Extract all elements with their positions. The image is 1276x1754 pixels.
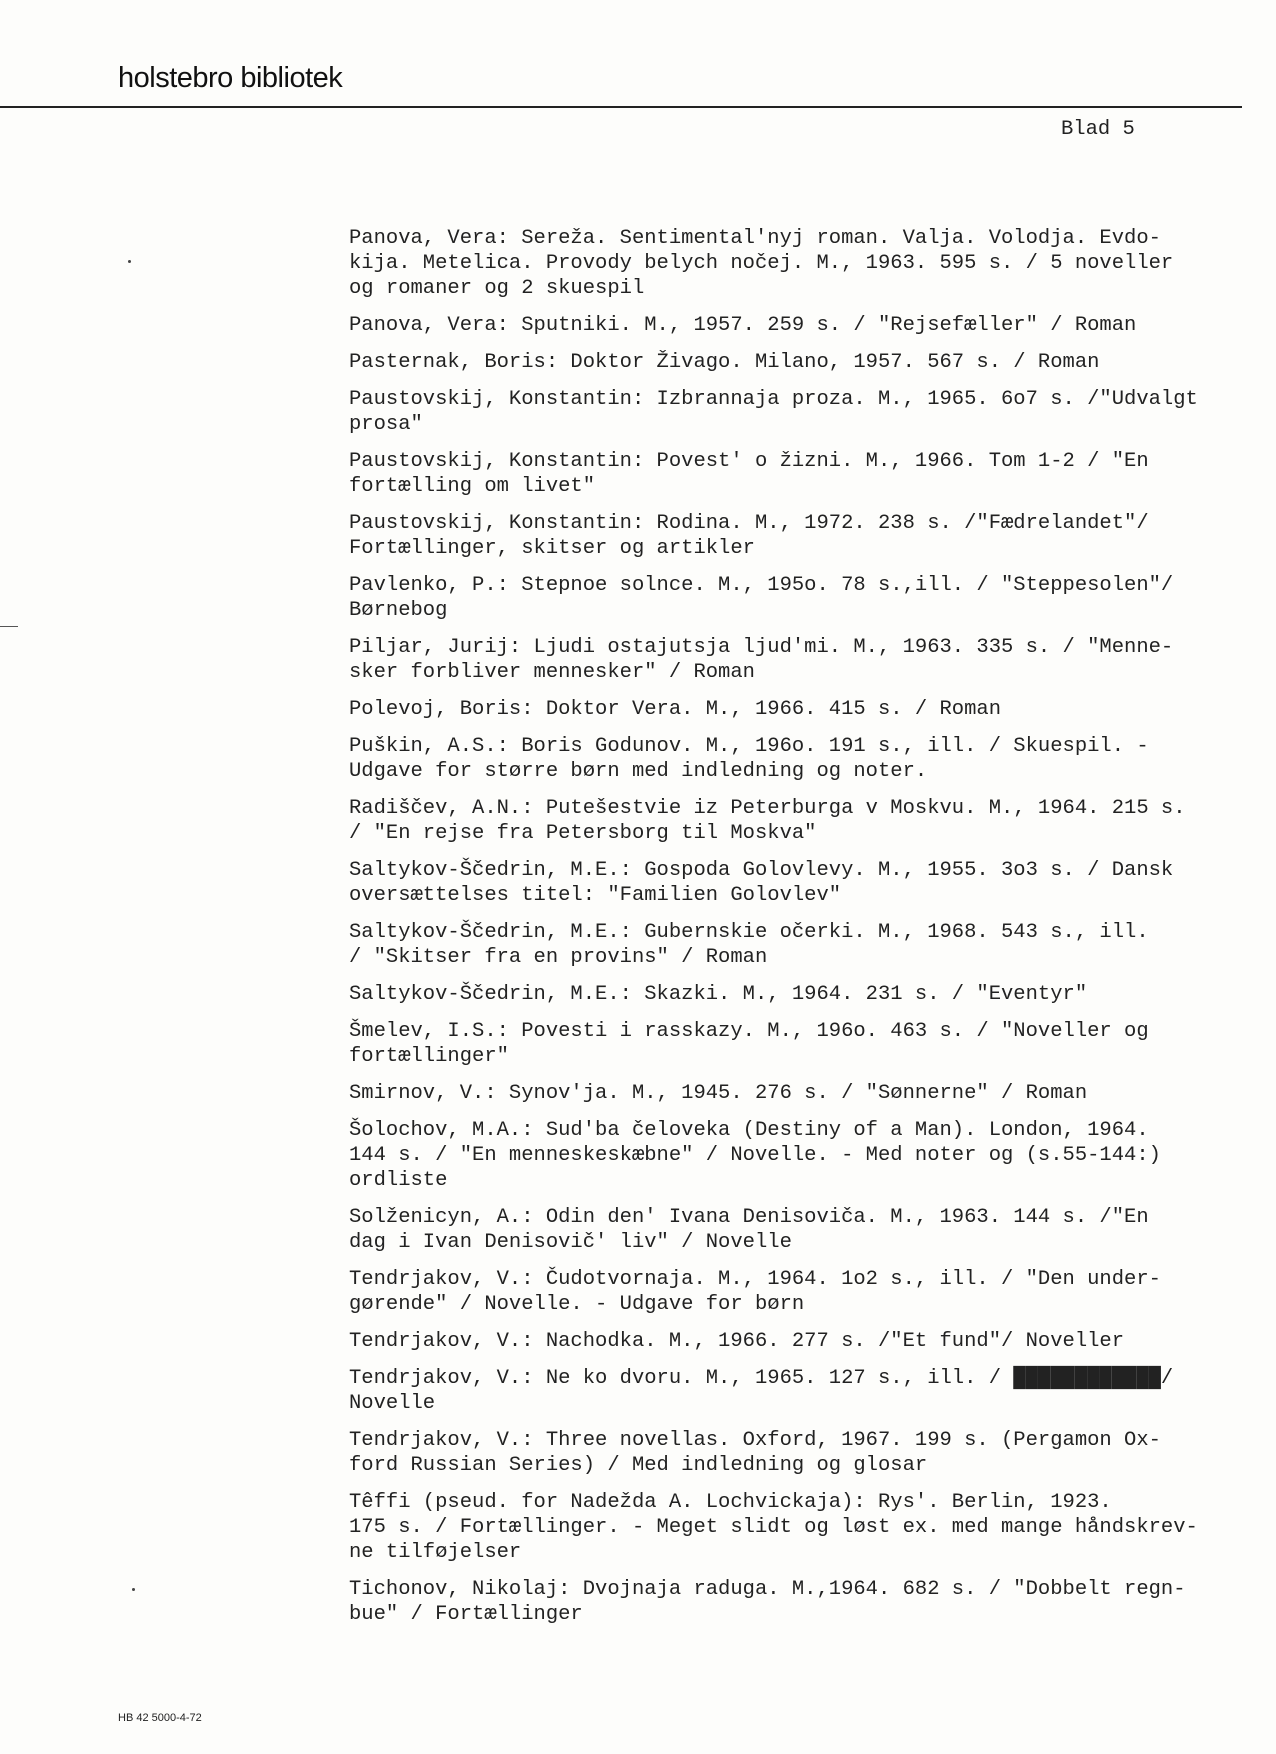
entry-line: fortællinger" <box>349 1045 509 1068</box>
bibliography-entry <box>349 858 1229 908</box>
form-code: HB 42 5000-4-72 <box>118 1712 202 1724</box>
entry-line: Udgave for større børn med indledning og noter. <box>349 760 928 783</box>
entry-line: ford Russian Series) / Med indledning og glosar <box>349 1454 928 1477</box>
bibliography-entry <box>349 1081 1229 1106</box>
entry-line: Panova, Vera: Sereža. Sentimental'nyj roman. Valja. Volodja. Evdo- <box>349 227 1161 250</box>
entry-line: Šmelev, I.S.: Povesti i rasskazy. M., 196o. 463 s. / "Noveller og <box>349 1020 1149 1043</box>
bibliography-entry <box>349 511 1229 561</box>
entry-line: 144 s. / "En menneskeskæbne" / Novelle. - Med noter og (s.55-144:) <box>349 1144 1161 1167</box>
bibliography-entry <box>349 1490 1229 1565</box>
bibliography-entry <box>349 1267 1229 1317</box>
entry-line: Polevoj, Boris: Doktor Vera. M., 1966. 415 s. / Roman <box>349 698 1002 721</box>
entry-line: sker forbliver mennesker" / Roman <box>349 661 755 684</box>
entry-line: Puškin, A.S.: Boris Godunov. M., 196o. 191 s., ill. / Skuespil. - <box>349 735 1149 758</box>
entry-line: Têffi (pseud. for Nadežda A. Lochvickaja): Rys'. Berlin, 1923. <box>349 1491 1112 1514</box>
entry-line: Tendrjakov, V.: Nachodka. M., 1966. 277 s. /"Et fund"/ Noveller <box>349 1330 1125 1353</box>
entry-line: Smirnov, V.: Synov'ja. M., 1945. 276 s. / "Sønnerne" / Roman <box>349 1082 1088 1105</box>
bibliography-entry <box>349 1019 1229 1069</box>
bibliography-entry <box>349 1205 1229 1255</box>
entry-line: ne tilføjelser <box>349 1541 522 1564</box>
entry-line: Šolochov, M.A.: Sud'ba čeloveka (Destiny of a Man). London, 1964. <box>349 1119 1149 1142</box>
entry-line: Pasternak, Boris: Doktor Živago. Milano, 1957. 567 s. / Roman <box>349 351 1100 374</box>
entry-line: Paustovskij, Konstantin: Povest' o žizni. M., 1966. Tom 1-2 / "En <box>349 450 1149 473</box>
bibliography-entry <box>349 1118 1229 1193</box>
page-label: Blad 5 <box>1061 118 1135 141</box>
bibliography-list <box>349 226 1229 1639</box>
entry-line: Radiščev, A.N.: Putešestvie iz Peterburga v Moskvu. M., 1964. 215 s. <box>349 797 1186 820</box>
bibliography-entry <box>349 350 1229 375</box>
bibliography-entry <box>349 796 1229 846</box>
bibliography-entry <box>349 449 1229 499</box>
entry-line: Tendrjakov, V.: Ne ko dvoru. M., 1965. 127 s., ill. / ████████████/ <box>349 1367 1174 1390</box>
entry-line: Fortællinger, skitser og artikler <box>349 537 755 560</box>
entry-line: og romaner og 2 skuespil <box>349 277 645 300</box>
bibliography-entry <box>349 635 1229 685</box>
entry-line: / "Skitser fra en provins" / Roman <box>349 946 768 969</box>
entry-line: Saltykov-Ščedrin, M.E.: Gubernskie očerki. M., 1968. 543 s., ill. <box>349 921 1149 944</box>
entry-line: Tichonov, Nikolaj: Dvojnaja raduga. M.,1964. 682 s. / "Dobbelt regn- <box>349 1578 1186 1601</box>
margin-mark <box>128 260 131 263</box>
entry-line: bue" / Fortællinger <box>349 1603 583 1626</box>
bibliography-entry <box>349 313 1229 338</box>
entry-line: prosa" <box>349 413 423 436</box>
entry-line: Saltykov-Ščedrin, M.E.: Skazki. M., 1964. 231 s. / "Eventyr" <box>349 983 1088 1006</box>
entry-line: Novelle <box>349 1392 436 1415</box>
entry-line: / "En rejse fra Petersborg til Moskva" <box>349 822 817 845</box>
bibliography-entry <box>349 1577 1229 1627</box>
entry-line: Tendrjakov, V.: Čudotvornaja. M., 1964. 1o2 s., ill. / "Den under- <box>349 1268 1161 1291</box>
entry-line: ordliste <box>349 1169 448 1192</box>
bibliography-entry <box>349 982 1229 1007</box>
bibliography-entry <box>349 697 1229 722</box>
entry-line: kija. Metelica. Provody belych nočej. M., 1963. 595 s. / 5 noveller <box>349 252 1174 275</box>
margin-mark <box>132 1588 135 1591</box>
bibliography-entry <box>349 1366 1229 1416</box>
entry-line: Børnebog <box>349 599 448 622</box>
entry-line: 175 s. / Fortællinger. - Meget slidt og løst ex. med mange håndskrev- <box>349 1516 1198 1539</box>
bibliography-entry <box>349 226 1229 301</box>
margin-fold-mark <box>0 626 18 627</box>
entry-line: dag i Ivan Denisovič' liv" / Novelle <box>349 1231 792 1254</box>
entry-line: gørende" / Novelle. - Udgave for børn <box>349 1293 805 1316</box>
entry-line: Solženicyn, A.: Odin den' Ivana Denisoviča. M., 1963. 144 s. /"En <box>349 1206 1149 1229</box>
bibliography-entry <box>349 920 1229 970</box>
bibliography-entry <box>349 1428 1229 1478</box>
entry-line: Paustovskij, Konstantin: Rodina. M., 1972. 238 s. /"Fædrelandet"/ <box>349 512 1149 535</box>
entry-line: Saltykov-Ščedrin, M.E.: Gospoda Golovlevy. M., 1955. 3o3 s. / Dansk <box>349 859 1174 882</box>
bibliography-entry <box>349 573 1229 623</box>
bibliography-entry <box>349 387 1229 437</box>
bibliography-entry <box>349 734 1229 784</box>
entry-line: Piljar, Jurij: Ljudi ostajutsja ljud'mi. M., 1963. 335 s. / "Menne- <box>349 636 1174 659</box>
bibliography-entry <box>349 1329 1229 1354</box>
header-rule <box>0 106 1242 108</box>
entry-line: Pavlenko, P.: Stepnoe solnce. M., 195o. 78 s.,ill. / "Steppesolen"/ <box>349 574 1174 597</box>
entry-line: fortælling om livet" <box>349 475 596 498</box>
entry-line: Tendrjakov, V.: Three novellas. Oxford, 1967. 199 s. (Pergamon Ox- <box>349 1429 1161 1452</box>
entry-line: Panova, Vera: Sputniki. M., 1957. 259 s. / "Rejsefæller" / Roman <box>349 314 1137 337</box>
library-name: holstebro bibliotek <box>118 62 343 94</box>
entry-line: oversættelses titel: "Familien Golovlev" <box>349 884 842 907</box>
entry-line: Paustovskij, Konstantin: Izbrannaja proza. M., 1965. 6o7 s. /"Udvalgt <box>349 388 1198 411</box>
